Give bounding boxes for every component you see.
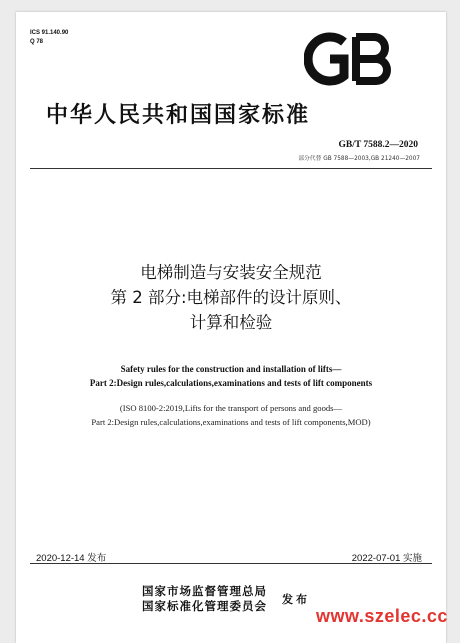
ccs-code: Q 78 bbox=[30, 39, 44, 45]
site-watermark: www.szelec.cc bbox=[316, 606, 448, 626]
chinese-title-line-3: 计算和检验 bbox=[189, 313, 273, 332]
issuer-sac: 国家标准化管理委员会 bbox=[142, 599, 267, 613]
chinese-title-line-1: 电梯制造与安装安全规范 bbox=[140, 263, 322, 282]
issuing-authorities bbox=[142, 584, 267, 614]
english-title-line-1: Safety rules for the construction and installation of lifts— bbox=[120, 364, 342, 374]
gb-logo bbox=[304, 32, 396, 86]
english-title-line-2: Part 2:Design rules,calculations,examinations and tests of lift components bbox=[89, 378, 373, 388]
chinese-title-line-2: 第 2 部分:电梯部件的设计原则、 bbox=[110, 288, 352, 307]
national-standard-title: 中华人民共和国国家标准 bbox=[46, 102, 311, 128]
publish-date: 2020-12-14 发布 bbox=[36, 553, 107, 564]
issuer-samr: 国家市场监督管理总局 bbox=[142, 584, 267, 598]
document-page bbox=[16, 12, 446, 643]
issue-word: 发布 bbox=[282, 593, 310, 606]
implement-date: 2022-07-01 实施 bbox=[351, 553, 422, 564]
replaces-note: 部分代替 GB 7588—2003,GB 21240—2007 bbox=[298, 156, 420, 162]
header-divider bbox=[30, 168, 432, 169]
footer-divider bbox=[30, 563, 432, 564]
iso-reference-line-1: (ISO 8100-2:2019,Lifts for the transport of persons and goods— bbox=[119, 403, 343, 413]
iso-reference-line-2: Part 2:Design rules,calculations,examinations and tests of lift components,MOD) bbox=[91, 417, 371, 427]
ics-code: ICS 91.140.90 bbox=[30, 30, 69, 36]
standard-number: GB/T 7588.2—2020 bbox=[338, 140, 418, 150]
classification-codes bbox=[30, 29, 68, 47]
